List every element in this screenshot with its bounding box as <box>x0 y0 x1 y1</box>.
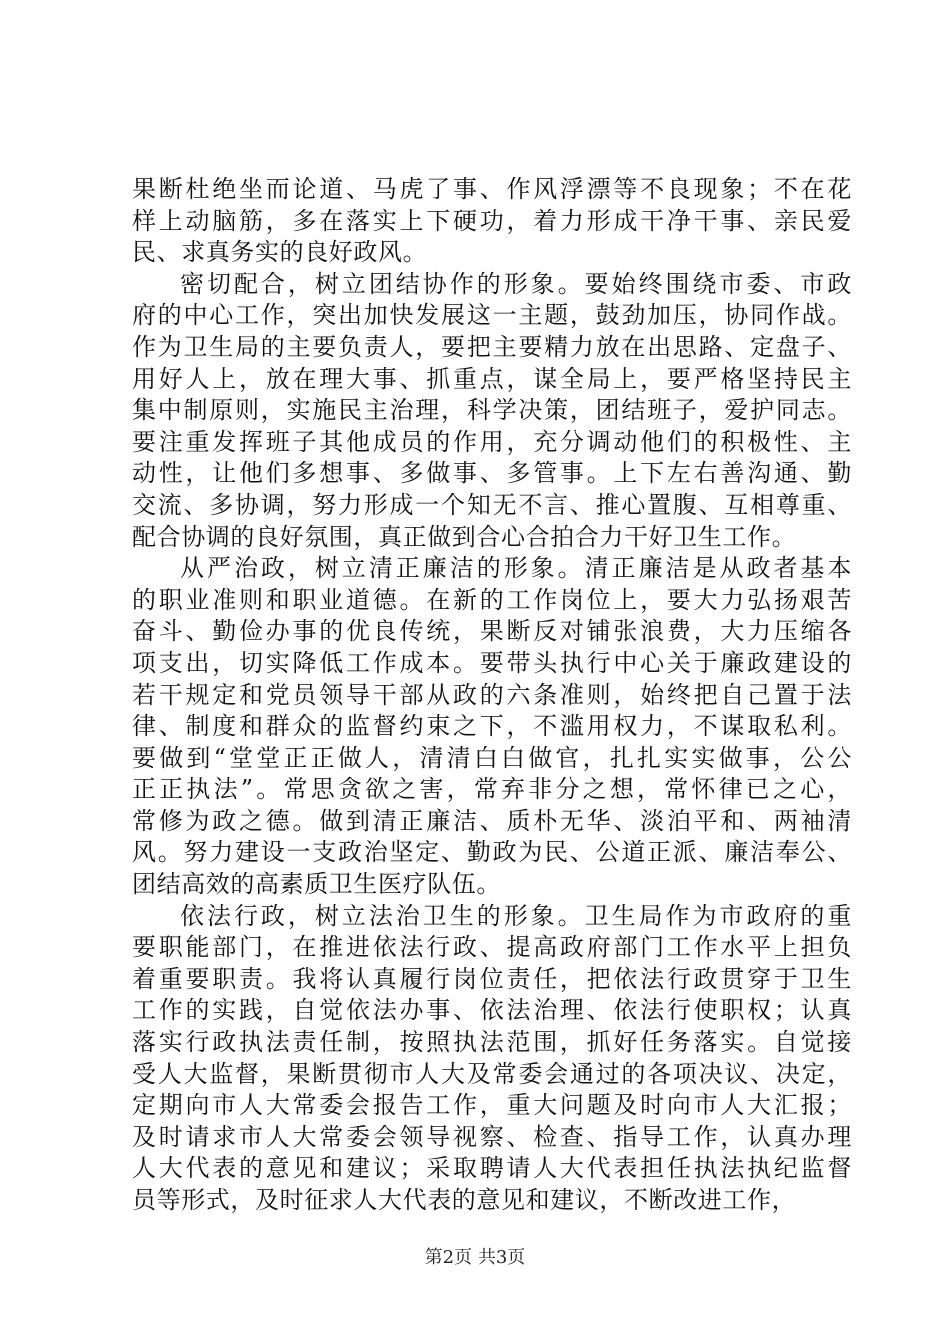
text-line: 奋斗、勤俭办事的优良传统，果断反对铺张浪费，大力压缩各 <box>132 617 852 646</box>
text-line: 民、求真务实的良好政风。 <box>132 238 428 267</box>
paragraph <box>132 553 852 901</box>
text-line: 要职能部门，在推进依法行政、提高政府部门工作水平上担负 <box>132 933 852 962</box>
paragraph <box>132 901 852 1217</box>
text-line: 府的中心工作，突出加快发展这一主题，鼓劲加压，协同作战。 <box>132 301 852 330</box>
text-line: 定期向市人大常委会报告工作，重大问题及时向市人大汇报； <box>132 1091 852 1120</box>
text-line: 样上动脑筋，多在落实上下硬功，着力形成干净干事、亲民爱 <box>132 206 852 235</box>
text-line: 常修为政之德。做到清正廉洁、质朴无华、淡泊平和、两袖清 <box>132 806 852 835</box>
text-line: 员等形式，及时征求人大代表的意见和建议，不断改进工作， <box>132 1186 797 1214</box>
text-line: 作为卫生局的主要负责人，要把主要精力放在出思路、定盘子、 <box>132 332 852 361</box>
text-line: 若干规定和党员领导干部从政的六条准则，始终把自己置于法 <box>132 680 852 709</box>
text-line: 及时请求市人大常委会领导视察、检查、指导工作，认真办理 <box>132 1122 852 1151</box>
paragraph <box>132 269 852 553</box>
text-line: 风。努力建设一支政治坚定、勤政为民、公道正派、廉洁奉公、 <box>132 838 852 867</box>
text-line: 集中制原则，实施民主治理，科学决策，团结班子，爱护同志。 <box>132 396 852 425</box>
text-line: 着重要职责。我将认真履行岗位责任，把依法行政贯穿于卫生 <box>132 964 852 993</box>
text-line: 从严治政，树立清正廉洁的形象。清正廉洁是从政者基本 <box>180 554 852 583</box>
page-footer: 第2页 共3页 <box>424 1247 526 1268</box>
text-line: 受人大监督，果断贯彻市人大及常委会通过的各项决议、决定， <box>132 1059 852 1088</box>
text-line: 团结高效的高素质卫生医疗队伍。 <box>132 870 501 899</box>
text-line: 密切配合，树立团结协作的形象。要始终围绕市委、市政 <box>180 269 852 298</box>
text-line: 交流、多协调，努力形成一个知无不言、推心置腹、互相尊重、 <box>132 490 852 519</box>
text-line: 工作的实践，自觉依法办事、依法治理、依法行使职权；认真 <box>132 996 852 1025</box>
text-line: 正正执法”。常思贪欲之害，常弃非分之想，常怀律已之心， <box>132 775 852 804</box>
text-line: 落实行政执法责任制，按照执法范围，抓好任务落实。自觉接 <box>132 1028 852 1057</box>
text-line: 果断杜绝坐而论道、马虎了事、作风浮漂等不良现象；不在花 <box>132 175 852 203</box>
text-line: 动性，让他们多想事、多做事、多管事。上下左右善沟通、勤 <box>132 459 852 488</box>
text-line: 配合协调的良好氛围，真正做到合心合拍合力干好卫生工作。 <box>132 522 797 551</box>
text-line: 依法行政，树立法治卫生的形象。卫生局作为市政府的重 <box>180 901 852 930</box>
text-line: 要做到“堂堂正正做人，清清白白做官，扎扎实实做事，公公 <box>132 743 852 772</box>
text-line: 人大代表的意见和建议；采取聘请人大代表担任执法执纪监督 <box>132 1154 852 1183</box>
text-line: 的职业准则和职业道德。在新的工作岗位上，要大力弘扬艰苦 <box>132 585 852 614</box>
text-line: 项支出，切实降低工作成本。要带头执行中心关于廉政建设的 <box>132 648 852 677</box>
text-line: 律、制度和群众的监督约束之下，不滥用权力，不谋取私利。 <box>132 712 852 741</box>
document-body <box>132 174 852 1217</box>
text-line: 用好人上，放在理大事、抓重点，谋全局上，要严格坚持民主 <box>132 364 852 393</box>
paragraph <box>132 174 852 269</box>
text-line: 要注重发挥班子其他成员的作用，充分调动他们的积极性、主 <box>132 427 852 456</box>
